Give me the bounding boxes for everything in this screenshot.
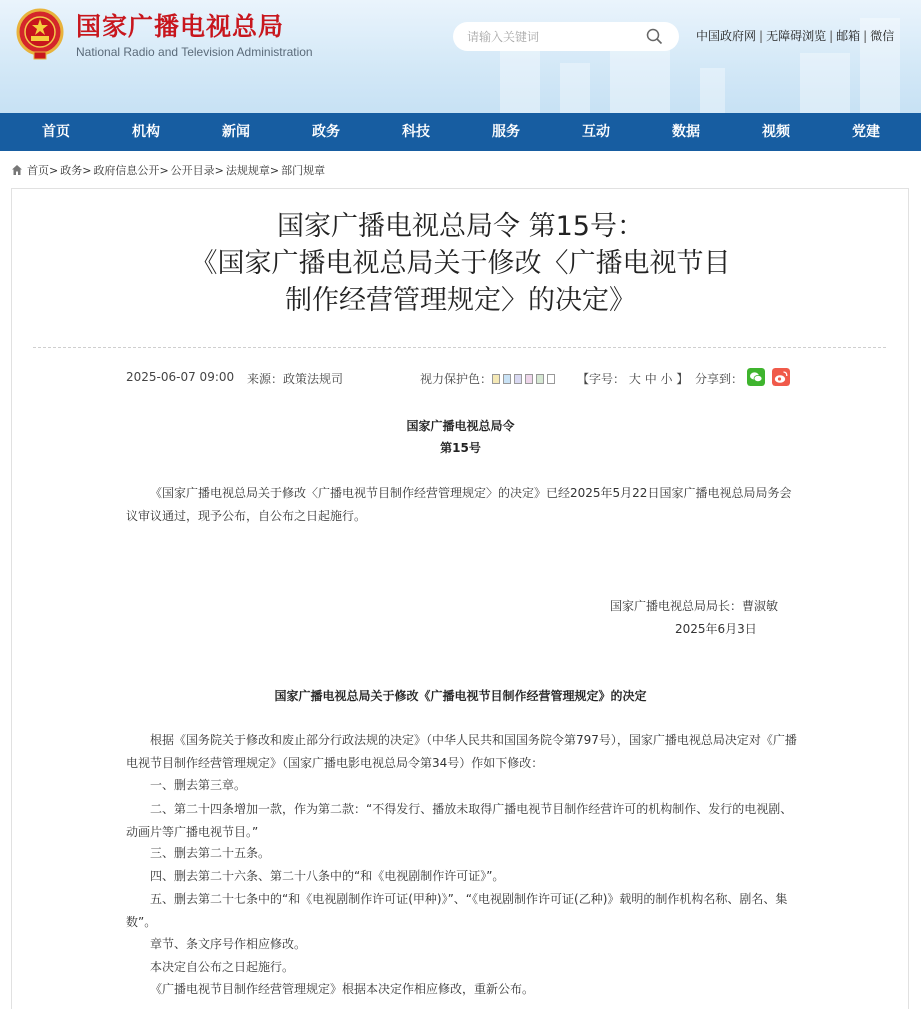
- decision-item: 四、删去第二十六条、第二十八条中的“和《电视剧制作许可证》”。: [150, 869, 505, 883]
- eye-protect-label: 视力保护色：: [420, 372, 493, 386]
- link-mailbox[interactable]: 邮箱: [836, 29, 861, 43]
- decision-item: 二、第二十四条增加一款，作为第二款：“不得发行、播放未取得广播电视节目制作经营许可的机构制作、发行的电视剧、动画片等广播电视节目。”: [126, 802, 793, 839]
- article-title-line: 《国家广播电视总局关于修改〈广播电视节目: [190, 248, 731, 279]
- nav-item-organization[interactable]: 机构: [132, 124, 160, 140]
- eye-color-swatch[interactable]: [536, 374, 544, 384]
- site-name-en: National Radio and Television Administration: [76, 45, 313, 59]
- nav-item-home[interactable]: 首页: [42, 124, 70, 140]
- link-separator: |: [759, 29, 764, 43]
- intro-paragraph: 《国家广播电视总局关于修改〈广播电视节目制作经营管理规定〉的决定》已经2025年5月22日国家广播电视总局局务会议审议通过，现予公布，自公布之日起施行。: [126, 486, 792, 523]
- font-size-small[interactable]: 小: [660, 372, 673, 386]
- wechat-icon[interactable]: [747, 368, 765, 386]
- decision-title: 国家广播电视总局关于修改《广播电视节目制作经营管理规定》的决定: [274, 689, 647, 703]
- article-title: [0, 208, 921, 319]
- decision-item: 五、删去第二十七条中的“和《电视剧制作许可证(甲种)》”、“《电视剧制作许可证(乙种)》载明的制作机构名称、剧名、集数”。: [126, 892, 788, 929]
- font-size-close: 】: [676, 372, 689, 386]
- breadcrumb: [11, 162, 325, 178]
- home-icon: [11, 164, 23, 176]
- weibo-icon[interactable]: [772, 368, 790, 386]
- title-divider: [33, 347, 886, 348]
- link-gov-portal[interactable]: 中国政府网: [696, 29, 757, 43]
- font-size-label: 【字号：: [577, 372, 626, 386]
- font-size-control: [577, 370, 688, 387]
- nav-item-technology[interactable]: 科技: [402, 124, 430, 140]
- link-separator: |: [863, 29, 868, 43]
- search-icon[interactable]: [646, 28, 663, 45]
- nav-item-news[interactable]: 新闻: [222, 124, 250, 140]
- font-size-medium[interactable]: 中: [644, 372, 657, 386]
- top-links: [696, 27, 894, 44]
- site-name-cn[interactable]: 国家广播电视总局: [76, 12, 285, 41]
- eye-color-swatch[interactable]: [503, 374, 511, 384]
- main-nav: [0, 113, 921, 151]
- article-source: 来源：政策法规司: [247, 372, 344, 386]
- order-number: 第15号: [440, 441, 481, 455]
- link-wechat[interactable]: 微信: [870, 29, 895, 43]
- decision-item: 一、删去第三章。: [150, 778, 247, 792]
- share-label: 分享到：: [695, 372, 744, 386]
- decision-item: 《广播电视节目制作经营管理规定》根据本决定作相应修改，重新公布。: [150, 982, 535, 996]
- breadcrumb-disclosure-catalog[interactable]: 公开目录: [170, 164, 215, 177]
- header-skyline-decoration: [700, 68, 725, 113]
- breadcrumb-separator: >: [82, 163, 92, 177]
- nav-item-services[interactable]: 服务: [492, 124, 520, 140]
- national-emblem-icon[interactable]: [16, 8, 64, 60]
- breadcrumb-separator: >: [269, 163, 280, 177]
- decision-item: 三、删去第二十五条。: [150, 846, 271, 860]
- order-heading: 国家广播电视总局令: [406, 419, 515, 433]
- breadcrumb-separator: >: [49, 163, 59, 177]
- header-skyline-decoration: [500, 43, 540, 113]
- breadcrumb-government-affairs[interactable]: 政务: [60, 164, 83, 177]
- search-input[interactable]: [467, 27, 637, 46]
- decision-intro: 根据《国务院关于修改和废止部分行政法规的决定》（中华人民共和国国务院令第797号），国家广播电视总局决定对《广播电视节目制作经营管理规定》（国家广播电影电视总局令第34号）作如下修改：: [126, 733, 797, 770]
- nav-item-party-building[interactable]: 党建: [852, 124, 880, 140]
- publish-date: 2025-06-07 09:00: [126, 370, 235, 384]
- eye-color-swatch[interactable]: [492, 374, 500, 384]
- eye-color-swatch[interactable]: [514, 374, 522, 384]
- nav-item-video[interactable]: 视频: [762, 124, 790, 140]
- decision-item: 章节、条文序号作相应修改。: [150, 937, 307, 951]
- header-skyline-decoration: [800, 53, 850, 113]
- article-title-line: 国家广播电视总局令 第15号：: [277, 211, 644, 242]
- article-title-line: 制作经营管理规定〉的决定》: [285, 285, 636, 316]
- nav-item-data[interactable]: 数据: [672, 124, 700, 140]
- sign-date: 2025年6月3日: [675, 622, 757, 636]
- eye-color-swatch[interactable]: [525, 374, 533, 384]
- nav-item-interaction[interactable]: 互动: [582, 124, 610, 140]
- breadcrumb-home[interactable]: 首页: [27, 164, 49, 177]
- decision-item: 本决定自公布之日起施行。: [150, 960, 295, 974]
- breadcrumb-separator: >: [159, 163, 169, 177]
- eye-color-swatch[interactable]: [547, 374, 555, 384]
- breadcrumb-department-rules[interactable]: 部门规章: [281, 164, 326, 177]
- nav-item-government-affairs[interactable]: 政务: [312, 124, 340, 140]
- eye-protect-control: [420, 370, 558, 387]
- breadcrumb-info-disclosure[interactable]: 政府信息公开: [93, 164, 160, 177]
- link-accessibility[interactable]: 无障碍浏览: [766, 29, 827, 43]
- site-header: [0, 0, 921, 113]
- signature: 国家广播电视总局局长：曹淑敏: [610, 599, 779, 613]
- search-box: [453, 22, 679, 51]
- font-size-large[interactable]: 大: [628, 372, 641, 386]
- breadcrumb-regulations[interactable]: 法规规章: [225, 164, 270, 177]
- header-skyline-decoration: [560, 63, 590, 113]
- link-separator: |: [829, 29, 834, 43]
- breadcrumb-separator: >: [214, 163, 224, 177]
